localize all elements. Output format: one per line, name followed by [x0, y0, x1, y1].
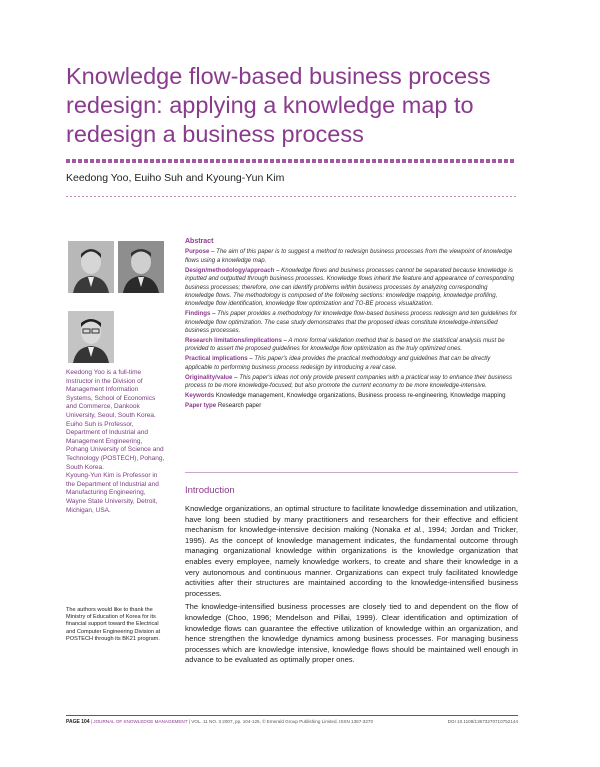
volume-info: VOL. 11 NO. 3 2007, pp. 104-125, © Emerald Group Publishing Limited, ISSN 1367-3270 [191, 719, 374, 724]
abstract-purpose: Purpose – The aim of this paper is to suggest a method to redesign business processes from the viewpoint of knowledge flows using a knowledge map. [185, 248, 513, 264]
abstract-divider [185, 472, 518, 473]
introduction-heading: Introduction [185, 485, 235, 496]
article-title: Knowledge flow-based business process redesign: applying a knowledge map to redesign a business process [66, 63, 491, 147]
abstract-heading: Abstract [185, 238, 214, 245]
bio-kim: Kyoung-Yun Kim is Professor in the Department of Industrial and Manufacturing Engineering, Wayne State University, Detroit, Michigan, USA. [66, 472, 159, 514]
introduction-body [185, 504, 518, 669]
page-number: PAGE 104 [66, 719, 90, 725]
abstract-design: Design/methodology/approach – Knowledge flows and business processes cannot be separated because knowledge is inputted and outputted through business processes. Knowledge flows inherit the feature and appearance of corresponding business processes; therefore, one can identify problems within business processes by analyzing corresponding knowledge flows. The methodology is composed of the following sections: knowledge mapping, knowledge profiling, knowledge flow identification, knowledge flow optimization and TO-BE process visualization. [185, 266, 515, 308]
author-list: Keedong Yoo, Euiho Suh and Kyoung-Yun Kim [66, 172, 285, 184]
abstract-paper-type: Paper type Research paper [185, 401, 262, 409]
author-photo-suh [118, 241, 164, 293]
footer-divider [66, 715, 518, 716]
abstract-findings: Findings – This paper provides a methodology for knowledge flow-based business process redesign and ten guidelines for knowledge flow optimization. The case study demonstrates that the proposed ideas constitute knowledge-intensified business processes. [185, 310, 517, 335]
intro-paragraph-1: Knowledge organizations, an optimal structure to facilitate knowledge dissemination and utilization, have long been studied by many practitioners and researchers for their effective and efficient mechanism for knowledge-intensive decision making (Nonaka et al., 1994; Jordan and Tricker, 1995). As the concept of knowledge management indicates, the fundamental outcome through managing organizational knowledge within organizations is the knowledge organization that enables every employee, namely knowledge workers, to create and share their knowledge in a very autonomous and continuous manner. Organizations can expect truly facilitated knowledge activities after their structures are maintained according to the knowledge-intensified business processes. [185, 504, 519, 598]
author-photo-kim [68, 311, 114, 363]
abstract-originality: Originality/value – This paper's ideas not only provide present companies with a practical way to enhance their business process to be more knowledge-focused, but also promote the current economy to be more knowledge-intensive. [185, 373, 513, 389]
footer-left: PAGE 104 | JOURNAL OF KNOWLEDGE MANAGEMENT | VOL. 11 NO. 3 2007, pp. 104-125, © Emerald Group Publishing Limited, ISSN 1367-3270 [66, 719, 374, 725]
author-bios [66, 369, 166, 515]
doi: DOI 10.1108/13673270710752144 [447, 719, 518, 724]
bio-suh: Euiho Suh is Professor, Department of Industrial and Management Engineering, Pohang University of Science and Technology (POSTECH), Pohang, South Korea. [66, 420, 165, 471]
abstract-practical: Practical implications – This paper's idea provides the practical methodology and guidelines that can be directly applicable to performing business process redesign by introducing a real case. [185, 355, 491, 371]
author-photo-yoo [68, 241, 114, 293]
intro-paragraph-2: The knowledge-intensified business processes are closely tied to and dependent on the flow of knowledge (Choo, 1996; Mendelson and Pillai, 1999). Clear identification and optimization of knowledge flows can guarantee the effective utilization of knowledge within an organization, and hence strengthen the knowledge dynamics among business processes. For managing business processes which are knowledge intensive, knowledge flows should be maintained well enough in advance to be evaluated as optimally proper ones. [185, 602, 518, 665]
title-divider [66, 159, 516, 163]
abstract-limitations: Research limitations/implications – A more formal validation method that is based on the statistical analysis must be provided to assert the proposed guidelines for knowledge flow optimization as the truly optimized ones. [185, 336, 505, 353]
acknowledgement-footnote: The authors would like to thank the Ministry of Education of Korea for its financial support toward the Electrical and Computer Engineering Division at POSTECH through its BK21 program. [66, 607, 161, 642]
journal-name: JOURNAL OF KNOWLEDGE MANAGEMENT [93, 719, 188, 724]
bio-yoo: Keedong Yoo is a full-time Instructor in the Division of Management Information Systems, School of Economics and Commerce, Dankook University, Seoul, South Korea. [66, 369, 156, 419]
abstract-keywords: Keywords Knowledge management, Knowledge organizations, Business process re-engineering, Knowledge mapping [185, 391, 506, 399]
abstract-section [185, 238, 518, 412]
author-divider [66, 196, 516, 197]
page-footer [66, 719, 518, 725]
